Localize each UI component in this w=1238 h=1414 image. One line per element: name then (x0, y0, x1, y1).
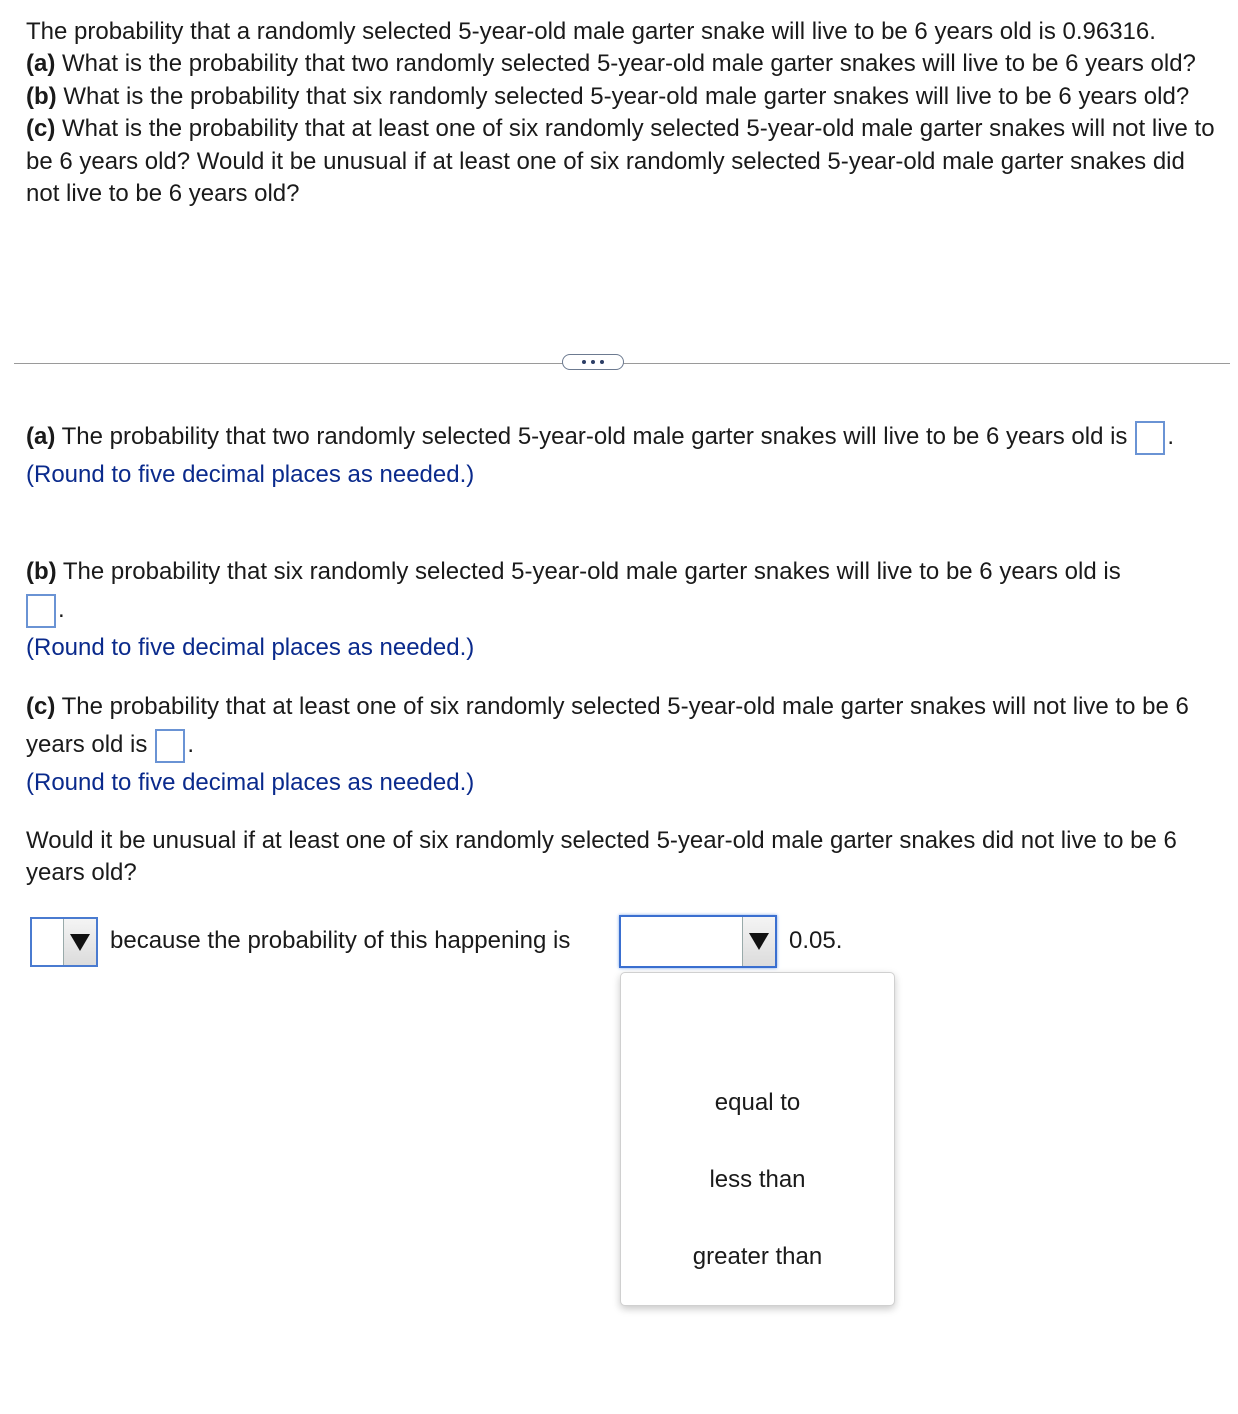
round-hint-a: (Round to five decimal places as needed.) (26, 461, 475, 488)
question-part-a (26, 48, 1216, 80)
question-text (26, 16, 1216, 210)
unusual-select[interactable] (30, 917, 98, 967)
part-c-label: (c) (26, 115, 56, 143)
answer-a-label: (a) (26, 423, 56, 450)
answer-c-text: The probability that at least one of six randomly selected 5-year-old male garter snakes will not live to be 6 years old is (26, 693, 1189, 758)
unusual-select-arrow[interactable] (63, 919, 96, 965)
question-part-c (26, 113, 1216, 210)
threshold-text: 0.05. (789, 927, 843, 954)
answer-b: (b) The probability that six randomly selected 5-year-old male garter snakes will live to be 6 years old is . (Round to five decimal places as needed.) (26, 553, 1221, 667)
answer-b-input[interactable] (26, 594, 56, 628)
option-less-than[interactable]: less than (709, 1166, 806, 1193)
answer-b-label: (b) (26, 558, 57, 585)
answer-a-input[interactable] (1135, 421, 1165, 455)
comparison-select-arrow[interactable] (742, 917, 775, 966)
more-options-button[interactable] (562, 354, 624, 370)
answer-a: (a) The probability that two randomly selected 5-year-old male garter snakes will live to be 6 years old is . (Round to five decimal places as needed.) (26, 418, 1221, 494)
unusual-question: Would it be unusual if at least one of six randomly selected 5-year-old male garter snakes did not live to be 6 years old? (26, 827, 1177, 887)
part-a-text: What is the probability that two randomly selected 5-year-old male garter snakes will live to be 6 years old? (55, 50, 1196, 78)
because-text: because the probability of this happening is (110, 927, 571, 954)
answer-c-label: (c) (26, 693, 56, 720)
option-equal-to[interactable]: equal to (714, 1089, 801, 1116)
comparison-dropdown-menu (620, 972, 895, 1306)
part-b-text: What is the probability that six randomly selected 5-year-old male garter snakes will live to be 6 years old? (56, 82, 1190, 110)
part-b-label: (b) (26, 82, 57, 110)
answer-c-input[interactable] (155, 729, 185, 763)
answer-a-text: The probability that two randomly selected 5-year-old male garter snakes will live to be 6 years old is (55, 423, 1128, 450)
answer-b-text: The probability that six randomly selected 5-year-old male garter snakes will live to be 6 years old is (56, 558, 1121, 585)
option-greater-than[interactable]: greater than (692, 1243, 823, 1270)
question-part-b (26, 81, 1216, 113)
round-hint-c: (Round to five decimal places as needed.) (26, 769, 475, 796)
ellipsis-icon (582, 360, 586, 364)
chevron-down-icon (70, 934, 90, 951)
comparison-select[interactable] (619, 915, 777, 968)
answer-c: (c) The probability that at least one of six randomly selected 5-year-old male garter snakes will not live to be 6 years old is . (Round to five decimal places as needed.) (26, 688, 1221, 802)
round-hint-b: (Round to five decimal places as needed.) (26, 634, 475, 661)
part-c-text: What is the probability that at least one of six randomly selected 5-year-old male garter snakes will not live to be 6 years old? Would it be unusual if at least one of six randomly selected 5-year-old male garter snakes did not live to be 6 years old? (26, 115, 1215, 208)
part-a-label: (a) (26, 50, 56, 78)
question-intro: The probability that a randomly selected 5-year-old male garter snake will live to be 6 years old is 0.96316. (26, 18, 1156, 45)
chevron-down-icon (749, 933, 769, 950)
